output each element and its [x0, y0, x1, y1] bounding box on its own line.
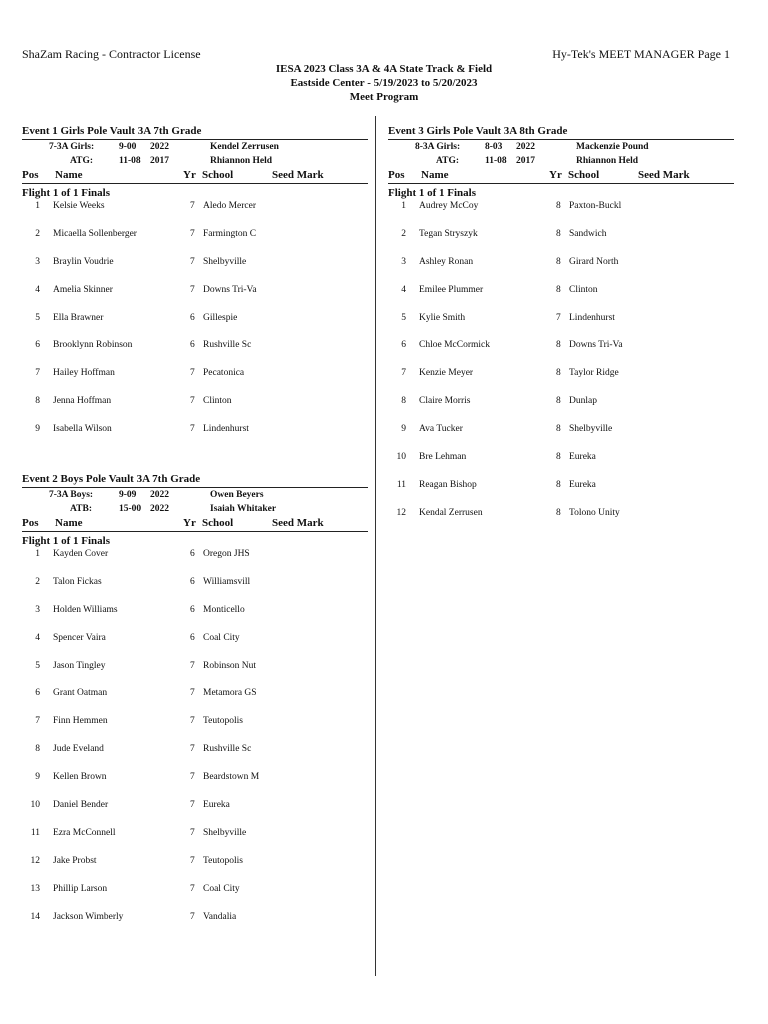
- entry-name: Daniel Bender: [53, 800, 109, 811]
- entry-row: [22, 424, 368, 452]
- entry-school: Eureka: [203, 800, 230, 811]
- entry-yr: 8: [556, 228, 561, 239]
- record-mark: 15-00: [119, 504, 142, 515]
- record-label: ATG:: [70, 156, 94, 166]
- entry-school: Rushville Sc: [203, 340, 252, 351]
- licensee-label: ShaZam Racing - Contractor License: [22, 47, 201, 61]
- record-holder: Isaiah Whitaker: [210, 504, 277, 515]
- entry-row: [22, 633, 368, 661]
- record-mark: 11-08: [119, 156, 141, 166]
- col-yr-header: Yr: [183, 517, 196, 530]
- col-seed-header: Seed Mark: [272, 517, 324, 530]
- record-label: 7-3A Boys:: [49, 490, 94, 501]
- record-year: 2017: [150, 156, 169, 166]
- meet-venue-dates: Eastside Center - 5/19/2023 to 5/20/2023: [290, 77, 478, 89]
- entry-row: [22, 800, 368, 828]
- entry-name: Amelia Skinner: [53, 284, 113, 295]
- entry-school: Coal City: [203, 883, 240, 894]
- record-year: 2017: [516, 156, 535, 166]
- entry-name: Bre Lehman: [419, 452, 467, 463]
- event-title: Event 2 Boys Pole Vault 3A 7th Grade: [22, 473, 201, 486]
- flight-label: Flight 1 of 1 Finals: [388, 187, 477, 199]
- entry-name: Chloe McCormick: [419, 340, 490, 351]
- entry-yr: 7: [190, 256, 195, 267]
- entry-row: [22, 605, 368, 633]
- col-pos-header: Pos: [22, 517, 39, 530]
- entry-school: Paxton-Buckl: [569, 201, 622, 211]
- entry-yr: 6: [190, 632, 195, 643]
- entry-name: Kendal Zerrusen: [419, 507, 483, 518]
- meet-program-label: Meet Program: [349, 91, 419, 103]
- entry-pos: 5: [35, 312, 40, 323]
- entry-name: Jude Eveland: [53, 744, 104, 755]
- event-2: [22, 472, 368, 939]
- record-line: [22, 140, 368, 154]
- entry-pos: 2: [401, 228, 406, 239]
- entry-school: Downs Tri-Va: [203, 284, 257, 295]
- col-pos-header: Pos: [388, 169, 405, 181]
- entry-yr: 8: [556, 396, 561, 407]
- event-1: [22, 124, 368, 452]
- entry-school: Lindenhurst: [203, 424, 249, 435]
- record-mark: 9-09: [119, 490, 137, 501]
- entry-name: Finn Hemmen: [53, 716, 108, 727]
- entry-pos: 4: [401, 284, 406, 295]
- entry-yr: 7: [190, 800, 195, 811]
- entry-pos: 9: [401, 424, 406, 435]
- entry-pos: 6: [35, 688, 40, 699]
- entry-pos: 3: [35, 604, 40, 615]
- record-label: 7-3A Girls:: [49, 142, 95, 152]
- column-headers: [22, 168, 368, 182]
- col-name-header: Name: [55, 169, 83, 181]
- entry-school: Clinton: [203, 396, 232, 407]
- entry-yr: 6: [190, 312, 195, 323]
- entry-school: Beardstown M: [203, 772, 260, 783]
- entry-name: Phillip Larson: [53, 883, 108, 894]
- entry-name: Jason Tingley: [53, 660, 106, 671]
- entry-school: Pecatonica: [203, 368, 245, 379]
- entry-row: [388, 452, 734, 480]
- entry-row: [22, 229, 368, 257]
- entry-pos: 8: [35, 744, 40, 755]
- entry-yr: 7: [190, 284, 195, 295]
- entry-pos: 10: [396, 452, 406, 463]
- entry-school: Dunlap: [569, 396, 597, 407]
- entry-yr: 7: [190, 368, 195, 379]
- entry-name: Jackson Wimberly: [53, 911, 124, 922]
- record-holder: Rhiannon Held: [210, 156, 273, 166]
- entry-row: [388, 229, 734, 257]
- entry-yr: 6: [190, 576, 195, 587]
- entry-row: [22, 716, 368, 744]
- entry-yr: 7: [556, 312, 561, 323]
- entry-name: Holden Williams: [53, 604, 118, 615]
- event-3: [388, 124, 734, 536]
- entry-school: Girard North: [569, 256, 619, 267]
- column-header-rule: [22, 531, 368, 532]
- entry-yr: 7: [190, 855, 195, 866]
- entry-yr: 7: [190, 201, 195, 211]
- entry-row: [22, 828, 368, 856]
- entry-row: [22, 661, 368, 689]
- entry-row: [22, 772, 368, 800]
- record-label: ATB:: [70, 504, 92, 515]
- meet-title: IESA 2023 Class 3A & 4A State Track & Field: [275, 63, 493, 75]
- entry-pos: 13: [30, 883, 40, 894]
- entry-school: Downs Tri-Va: [569, 340, 623, 351]
- column-header-rule: [388, 183, 734, 184]
- col-pos-header: Pos: [22, 169, 39, 181]
- entry-row: [22, 313, 368, 341]
- record-label: 8-3A Girls:: [415, 142, 461, 152]
- entry-name: Micaella Sollenberger: [53, 228, 137, 239]
- entry-row: [22, 340, 368, 368]
- col-seed-header: Seed Mark: [638, 169, 690, 181]
- entry-school: Robinson Nut: [203, 660, 257, 671]
- col-name-header: Name: [421, 169, 449, 181]
- entry-name: Claire Morris: [419, 396, 471, 407]
- entry-pos: 4: [35, 632, 40, 643]
- event-title: Event 1 Girls Pole Vault 3A 7th Grade: [22, 125, 202, 137]
- entry-school: Shelbyville: [569, 424, 613, 435]
- record-mark: 11-08: [485, 156, 507, 166]
- column-headers: [22, 516, 368, 530]
- entry-pos: 9: [35, 772, 40, 783]
- record-line: [388, 140, 734, 154]
- entry-row: [22, 549, 368, 577]
- entry-pos: 7: [401, 368, 406, 379]
- entry-row: [22, 201, 368, 229]
- entry-name: Tegan Stryszyk: [419, 228, 478, 239]
- entry-name: Jake Probst: [53, 855, 97, 866]
- entry-yr: 7: [190, 660, 195, 671]
- entry-yr: 7: [190, 228, 195, 239]
- record-mark: 8-03: [485, 142, 503, 152]
- entry-pos: 6: [401, 340, 406, 351]
- entry-row: [388, 368, 734, 396]
- entry-school: Sandwich: [569, 228, 607, 239]
- entry-row: [388, 285, 734, 313]
- record-year: 2022: [150, 490, 169, 501]
- entry-row: [388, 340, 734, 368]
- col-yr-header: Yr: [549, 169, 562, 181]
- entry-yr: 7: [190, 744, 195, 755]
- entry-yr: 7: [190, 716, 195, 727]
- entry-yr: 8: [556, 284, 561, 295]
- entry-name: Braylin Voudrie: [53, 256, 114, 267]
- entry-row: [22, 912, 368, 940]
- col-school-header: School: [202, 169, 234, 181]
- entry-school: Shelbyville: [203, 256, 247, 267]
- entry-name: Spencer Vaira: [53, 632, 106, 643]
- col-name-header: Name: [55, 517, 83, 530]
- entry-name: Kelsie Weeks: [53, 201, 105, 211]
- entry-pos: 1: [401, 201, 406, 211]
- entry-yr: 7: [190, 827, 195, 838]
- entry-name: Reagan Bishop: [419, 479, 477, 490]
- entry-name: Brooklynn Robinson: [53, 340, 133, 351]
- entry-row: [388, 508, 734, 536]
- entry-pos: 2: [35, 228, 40, 239]
- entry-school: Vandalia: [203, 911, 237, 922]
- entry-yr: 7: [190, 883, 195, 894]
- entry-name: Kylie Smith: [419, 312, 466, 323]
- entry-pos: 1: [35, 549, 40, 560]
- entry-yr: 8: [556, 507, 561, 518]
- entry-row: [388, 396, 734, 424]
- col-school-header: School: [202, 517, 234, 530]
- record-holder: Mackenzie Pound: [576, 142, 649, 152]
- entry-row: [22, 688, 368, 716]
- entry-name: Grant Oatman: [53, 688, 108, 699]
- entry-pos: 3: [401, 256, 406, 267]
- entry-name: Kayden Cover: [53, 549, 109, 560]
- col-school-header: School: [568, 169, 600, 181]
- flight-label: Flight 1 of 1 Finals: [22, 187, 111, 199]
- record-year: 2022: [150, 142, 169, 152]
- entry-school: Aledo Mercer: [203, 201, 257, 211]
- entry-school: Taylor Ridge: [569, 368, 619, 379]
- entry-name: Jenna Hoffman: [53, 396, 112, 407]
- entry-school: Tolono Unity: [569, 507, 620, 518]
- entry-row: [388, 257, 734, 285]
- entry-name: Ava Tucker: [419, 424, 463, 435]
- entry-row: [388, 480, 734, 508]
- entry-school: Metamora GS: [203, 688, 257, 699]
- entry-school: Gillespie: [203, 312, 238, 323]
- entry-pos: 3: [35, 256, 40, 267]
- entry-yr: 8: [556, 256, 561, 267]
- entry-school: Williamsvill: [203, 576, 251, 587]
- entry-yr: 8: [556, 340, 561, 351]
- record-mark: 9-00: [119, 142, 137, 152]
- entry-pos: 7: [35, 716, 40, 727]
- entry-yr: 8: [556, 479, 561, 490]
- entry-row: [22, 396, 368, 424]
- right-column: [388, 124, 734, 536]
- entry-pos: 5: [35, 660, 40, 671]
- entry-yr: 8: [556, 452, 561, 463]
- entry-pos: 1: [35, 201, 40, 211]
- entry-school: Oregon JHS: [203, 549, 250, 560]
- record-line: [388, 154, 734, 168]
- entry-name: Ashley Ronan: [419, 256, 474, 267]
- entry-row: [22, 884, 368, 912]
- entry-pos: 8: [35, 396, 40, 407]
- left-column: [22, 124, 368, 939]
- entry-pos: 12: [30, 855, 40, 866]
- entry-pos: 10: [30, 800, 40, 811]
- entry-pos: 2: [35, 576, 40, 587]
- col-yr-header: Yr: [183, 169, 196, 181]
- column-header-rule: [22, 183, 368, 184]
- entry-row: [388, 313, 734, 341]
- entry-yr: 6: [190, 340, 195, 351]
- entry-school: Lindenhurst: [569, 312, 615, 323]
- entry-school: Shelbyville: [203, 827, 247, 838]
- entry-pos: 14: [30, 911, 40, 922]
- entry-school: Coal City: [203, 632, 240, 643]
- entry-row: [22, 368, 368, 396]
- entry-school: Eureka: [569, 479, 596, 490]
- entry-name: Talon Fickas: [53, 576, 102, 587]
- col-seed-header: Seed Mark: [272, 169, 324, 181]
- entry-pos: 12: [396, 507, 406, 518]
- entry-school: Teutopolis: [203, 855, 243, 866]
- record-line: [22, 502, 368, 516]
- record-line: [22, 488, 368, 502]
- entry-row: [22, 285, 368, 313]
- entry-pos: 5: [401, 312, 406, 323]
- entry-yr: 7: [190, 396, 195, 407]
- entry-yr: 7: [190, 424, 195, 435]
- record-holder: Kendel Zerrusen: [210, 142, 279, 152]
- software-page-label: Hy-Tek's MEET MANAGER Page 1: [552, 47, 730, 61]
- entry-name: Isabella Wilson: [53, 424, 112, 435]
- entry-row: [22, 856, 368, 884]
- entry-row: [388, 201, 734, 229]
- entry-name: Audrey McCoy: [419, 201, 479, 211]
- entry-school: Eureka: [569, 452, 596, 463]
- meet-title-block: [0, 62, 768, 104]
- column-divider: [375, 116, 376, 976]
- entry-pos: 11: [30, 827, 40, 838]
- entry-yr: 6: [190, 549, 195, 560]
- record-year: 2022: [516, 142, 535, 152]
- entry-school: Rushville Sc: [203, 744, 252, 755]
- entry-pos: 7: [35, 368, 40, 379]
- entry-pos: 4: [35, 284, 40, 295]
- entry-name: Hailey Hoffman: [53, 368, 115, 379]
- entry-pos: 8: [401, 396, 406, 407]
- record-year: 2022: [150, 504, 169, 515]
- column-headers: [388, 168, 734, 182]
- entry-yr: 7: [190, 911, 195, 922]
- entry-school: Monticello: [203, 604, 245, 615]
- record-holder: Owen Beyers: [210, 490, 264, 501]
- entry-pos: 11: [396, 479, 406, 490]
- entry-yr: 8: [556, 424, 561, 435]
- entry-row: [22, 577, 368, 605]
- entry-row: [388, 424, 734, 452]
- entry-name: Ezra McConnell: [53, 827, 116, 838]
- entry-name: Ella Brawner: [53, 312, 104, 323]
- entry-pos: 6: [35, 340, 40, 351]
- entry-yr: 8: [556, 201, 561, 211]
- entry-row: [22, 257, 368, 285]
- event-title: Event 3 Girls Pole Vault 3A 8th Grade: [388, 125, 568, 137]
- entry-yr: 7: [190, 688, 195, 699]
- record-label: ATG:: [436, 156, 460, 166]
- entry-school: Clinton: [569, 284, 598, 295]
- entry-name: Emilee Plummer: [419, 284, 484, 295]
- entry-name: Kellen Brown: [53, 772, 107, 783]
- entry-school: Teutopolis: [203, 716, 243, 727]
- entry-name: Kenzie Meyer: [419, 368, 474, 379]
- record-line: [22, 154, 368, 168]
- entry-yr: 8: [556, 368, 561, 379]
- entry-yr: 7: [190, 772, 195, 783]
- entry-row: [22, 744, 368, 772]
- flight-label: Flight 1 of 1 Finals: [22, 535, 111, 548]
- record-holder: Rhiannon Held: [576, 156, 639, 166]
- entry-yr: 6: [190, 604, 195, 615]
- entry-school: Farmington C: [203, 228, 257, 239]
- entry-pos: 9: [35, 424, 40, 435]
